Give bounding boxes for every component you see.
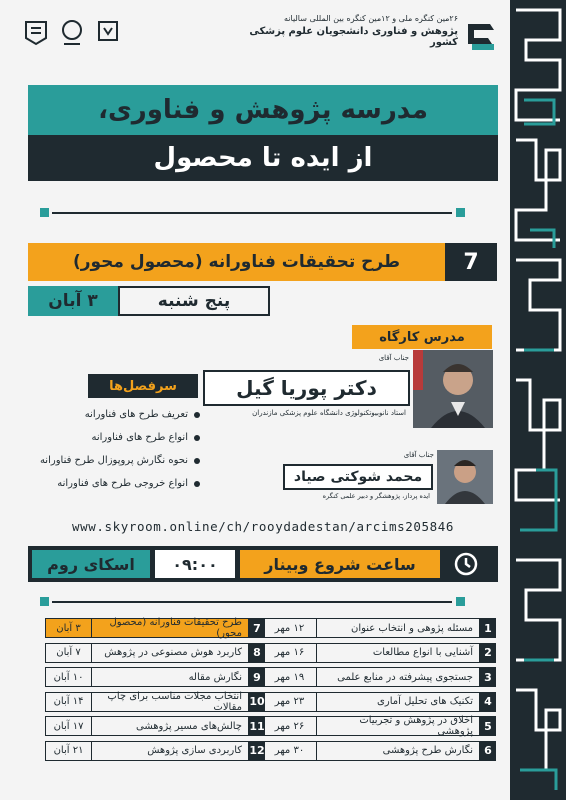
schedule-row (262, 691, 496, 713)
schedule-title: نگارش طرح پژوهشی (316, 741, 480, 761)
schedule-date: ۱۹ مهر (262, 667, 316, 687)
schedule-date: ۳ آبان (45, 618, 91, 638)
topic-item-4: انواع خروجی طرح های فناورانه (57, 478, 200, 489)
schedule-row (262, 740, 496, 762)
main-title-line1: مدرسه پژوهش و فناوری، (98, 95, 428, 125)
speaker1-role: استاد نانوبیوتکنولوژی دانشگاه علوم پزشکی مازندران (252, 409, 406, 417)
congress-header (230, 14, 458, 48)
bullet-dot (194, 458, 200, 464)
schedule-row (262, 617, 496, 639)
schedule-title: کاربردی سازی پژوهش (91, 741, 249, 761)
congress-logo (462, 16, 500, 54)
platform-name: اسکای روم (32, 550, 150, 578)
schedule-number: 2 (480, 643, 496, 663)
schedule-row (45, 666, 265, 688)
congress-line2: پژوهش و فناوری دانشجویان علوم پزشکی کشور (249, 26, 458, 48)
schedule-number: 3 (480, 667, 496, 687)
divider-square-right-2 (456, 597, 465, 606)
divider-line (52, 212, 452, 214)
schedule-date: ۱۴ آبان (45, 692, 91, 712)
schedule-row (45, 740, 265, 762)
speaker2-role: ایده پرداز، پژوهشگر و دبیر علمی کنگره (322, 492, 430, 500)
topic-item-3: نحوه نگارش پروپوزال طرح فناورانه (40, 455, 200, 466)
speaker1-photo (413, 350, 493, 428)
schedule-date: ۲۳ مهر (262, 692, 316, 712)
schedule-title: انتخاب مجلات مناسب برای چاپ مقالات (91, 692, 249, 712)
session-day: پنج شنبه (118, 286, 270, 316)
schedule-row (45, 715, 265, 737)
schedule-date: ۱۶ مهر (262, 643, 316, 663)
partner-logo-2 (58, 18, 86, 48)
speaker2-photo (437, 450, 493, 504)
bullet-dot (194, 481, 200, 487)
schedule-row (262, 715, 496, 737)
speaker2-honorific: جناب آقای (403, 451, 434, 459)
schedule-number: 11 (249, 716, 265, 736)
divider-square-left-2 (40, 597, 49, 606)
schedule-row (45, 691, 265, 713)
session-date: ۳ آبان (28, 286, 118, 316)
bullet-dot (194, 412, 200, 418)
schedule-date: ۱۰ آبان (45, 667, 91, 687)
schedule-date: ۱۲ مهر (262, 618, 316, 638)
schedule-title: اخلاق در پژوهش و تجربیات پژوهشی (316, 716, 480, 736)
schedule-title: نگارش مقاله (91, 667, 249, 687)
speaker1-name: دکتر پوریا گیل (203, 370, 410, 406)
webinar-url[interactable]: www.skyroom.online/ch/rooydadestan/arcims205846 (72, 518, 454, 534)
schedule-number: 10 (249, 692, 265, 712)
topic-item-2: انواع طرح های فناورانه (91, 432, 200, 443)
schedule-number: 9 (249, 667, 265, 687)
schedule-number: 6 (480, 741, 496, 761)
speaker2-name: محمد شوکتی صیاد (283, 464, 433, 490)
schedule-number: 4 (480, 692, 496, 712)
schedule-date: ۲۱ آبان (45, 741, 91, 761)
schedule-title: آشنایی با انواع مطالعات (316, 643, 480, 663)
topic-item-1: تعریف طرح های فناورانه (0, 409, 200, 420)
partner-logo-1 (22, 18, 50, 48)
schedule-row (45, 642, 265, 664)
schedule-number: 12 (249, 741, 265, 761)
schedule-row (45, 617, 265, 639)
main-title-line2: از ایده تا محصول (28, 135, 498, 181)
schedule-title: طرح تحقیقات فناورانه (محصول محور) (91, 618, 249, 638)
session-number: 7 (445, 243, 497, 281)
schedule-date: ۳۰ مهر (262, 741, 316, 761)
divider-line-2 (52, 601, 452, 603)
schedule-title: کاربرد هوش مصنوعی در پژوهش (91, 643, 249, 663)
bullet-dot (194, 435, 200, 441)
schedule-number: 1 (480, 618, 496, 638)
instructor-label: مدرس کارگاه (352, 325, 492, 349)
decorative-pattern-strip (510, 0, 566, 800)
schedule-number: 7 (249, 618, 265, 638)
schedule-number: 5 (480, 716, 496, 736)
speaker1-honorific: جناب آقای (378, 354, 409, 362)
schedule-title: چالش‌های مسیر پژوهشی (91, 716, 249, 736)
schedule-title: مسئله پژوهی و انتخاب عنوان (316, 618, 480, 638)
start-label: ساعت شروع وبینار (240, 550, 440, 578)
schedule-date: ۲۶ مهر (262, 716, 316, 736)
start-time: ۰۹:۰۰ (155, 550, 235, 578)
schedule-date: ۷ آبان (45, 643, 91, 663)
divider-square-left (40, 208, 49, 217)
divider-square-right (456, 208, 465, 217)
schedule-number: 8 (249, 643, 265, 663)
topics-label: سرفصل‌ها (88, 374, 198, 398)
schedule-title: تکنیک های تحلیل آماری (316, 692, 480, 712)
partner-logos (22, 18, 122, 52)
clock-icon (454, 552, 478, 576)
partner-logo-3 (94, 18, 122, 48)
schedule-row (262, 642, 496, 664)
congress-line1: ۲۶مین کنگره ملی و ۱۲مین کنگره بین المللی سالیانه (284, 14, 458, 23)
schedule-row (262, 666, 496, 688)
schedule-title: جستجوی پیشرفته در منابع علمی (316, 667, 480, 687)
session-title: طرح تحقیقات فناورانه (محصول محور) (28, 243, 445, 281)
schedule-date: ۱۷ آبان (45, 716, 91, 736)
